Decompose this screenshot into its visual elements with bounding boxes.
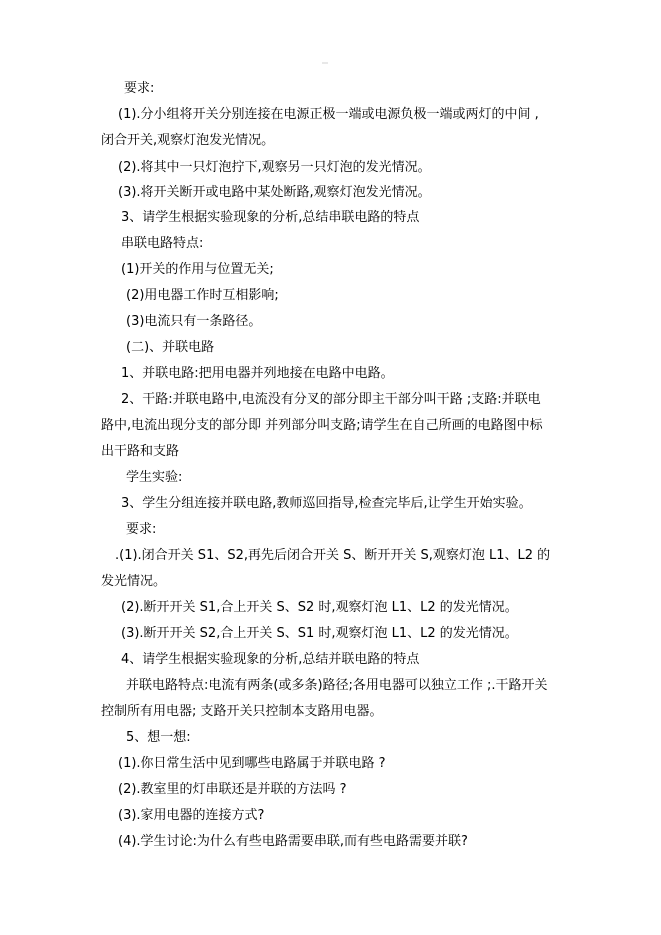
text-line-19: .(1).闭合开关 S1、S2,再先后闭合开关 S、断开开关 S,观察灯泡 L1、L2 的 — [115, 548, 551, 563]
text-line-11: (二)、并联电路 — [126, 340, 215, 355]
text-line-25: 控制所有用电器; 支路开关只控制本支路用电器。 — [101, 704, 383, 719]
text-line-13: 2、干路:并联电路中,电流没有分叉的部分即主干部分叫干路 ;支路:并联电 — [121, 392, 541, 407]
text-line-24: 并联电路特点:电流有两条(或多条)路径;各用电器可以独立工作 ;.干路开关 — [126, 678, 548, 693]
text-line-23: 4、请学生根据实验现象的分析,总结并联电路的特点 — [121, 652, 420, 667]
text-line-10: (3)电流只有一条路径。 — [126, 314, 262, 329]
text-line-4: (2).将其中一只灯泡拧下,观察另一只灯泡的发光情况。 — [118, 160, 431, 175]
text-line-9: (2)用电器工作时互相影响; — [126, 288, 279, 303]
text-line-21: (2).断开开关 S1,合上开关 S、S2 时,观察灯泡 L1、L2 的发光情况。 — [121, 600, 518, 615]
scan-mark — [322, 62, 328, 64]
text-line-1: 要求: — [124, 81, 155, 96]
text-line-29: (3).家用电器的连接方式? — [118, 808, 265, 823]
text-line-12: 1、并联电路:把用电器并列地接在电路中电路。 — [121, 366, 394, 381]
text-line-8: (1)开关的作用与位置无关; — [121, 262, 274, 277]
text-line-22: (3).断开开关 S2,合上开关 S、S1 时,观察灯泡 L1、L2 的发光情况。 — [121, 626, 518, 641]
text-line-7: 串联电路特点: — [121, 236, 204, 251]
text-line-30: (4).学生讨论:为什么有些电路需要串联,而有些电路需要并联? — [118, 834, 468, 849]
text-line-26: 5、想一想: — [126, 730, 191, 745]
text-line-6: 3、请学生根据实验现象的分析,总结串联电路的特点 — [121, 210, 420, 225]
text-line-3: 闭合开关,观察灯泡发光情况。 — [101, 133, 275, 148]
text-line-28: (2).教室里的灯串联还是并联的方法吗 ? — [118, 782, 347, 797]
text-line-2: (1).分小组将开关分别连接在电源正极一端或电源负极一端或两灯的中间 , — [118, 107, 539, 122]
text-line-15: 出干路和支路 — [101, 444, 180, 459]
text-line-17: 3、学生分组连接并联电路,教师巡回指导,检查完毕后,让学生开始实验。 — [121, 496, 532, 511]
text-line-16: 学生实验: — [126, 470, 183, 485]
text-line-14: 路中,电流出现分支的部分即 并列部分叫支路;请学生在自己所画的电路图中标 — [101, 418, 543, 433]
text-line-5: (3).将开关断开或电路中某处断路,观察灯泡发光情况。 — [118, 185, 431, 200]
text-line-20: 发光情况。 — [101, 574, 167, 589]
text-line-27: (1).你日常生活中见到哪些电路属于并联电路 ? — [118, 756, 386, 771]
text-line-18: 要求: — [126, 522, 157, 537]
